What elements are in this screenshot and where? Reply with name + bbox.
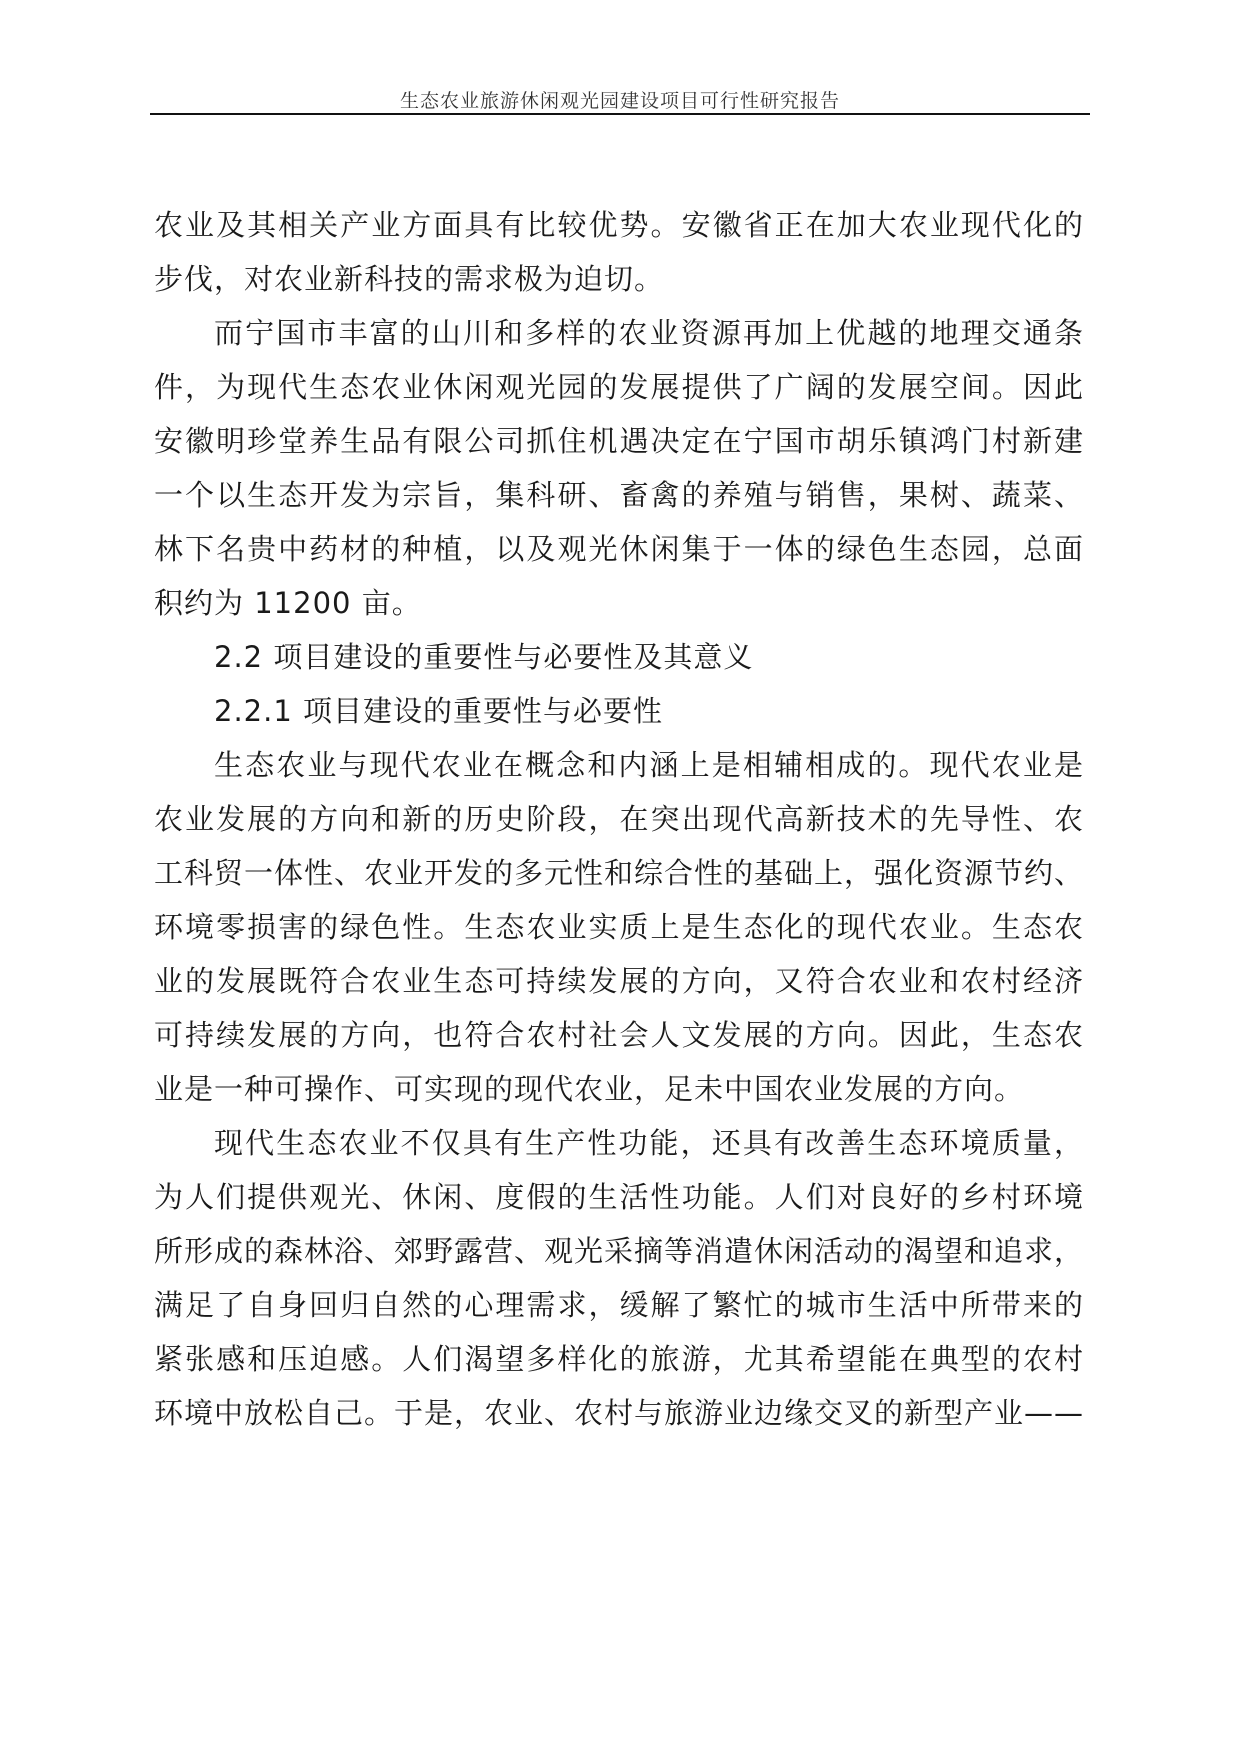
body-line: 农业及其相关产业方面具有比较优势。安徽省正在加大农业现代化的 <box>154 208 1084 242</box>
subsection-heading: 2.2.1 项目建设的重要性与必要性 <box>214 694 664 728</box>
body-line: 环境零损害的绿色性。生态农业实质上是生态化的现代农业。生态农 <box>154 910 1084 944</box>
body-line: 为人们提供观光、休闲、度假的生活性功能。人们对良好的乡村环境 <box>154 1180 1084 1214</box>
body-line: 现代生态农业不仅具有生产性功能，还具有改善生态环境质量， <box>214 1126 1084 1160</box>
body-line: 紧张感和压迫感。人们渴望多样化的旅游，尤其希望能在典型的农村 <box>154 1342 1084 1376</box>
body-line: 工科贸一体性、农业开发的多元性和综合性的基础上，强化资源节约、 <box>154 856 1085 890</box>
body-line: 可持续发展的方向，也符合农村社会人文发展的方向。因此，生态农 <box>154 1018 1084 1052</box>
header-rule <box>150 113 1090 115</box>
body-line: 环境中放松自己。于是，农业、农村与旅游业边缘交叉的新型产业—— <box>154 1396 1085 1430</box>
body-line: 满足了自身回归自然的心理需求，缓解了繁忙的城市生活中所带来的 <box>154 1288 1084 1322</box>
body-line: 安徽明珍堂养生品有限公司抓住机遇决定在宁国市胡乐镇鸿门村新建 <box>154 424 1084 458</box>
body-line: 生态农业与现代农业在概念和内涵上是相辅相成的。现代农业是 <box>214 748 1084 782</box>
body-line: 林下名贵中药材的种植，以及观光休闲集于一体的绿色生态园，总面 <box>154 532 1084 566</box>
body-line: 农业发展的方向和新的历史阶段，在突出现代高新技术的先导性、农 <box>154 802 1084 836</box>
body-line: 业是一种可操作、可实现的现代农业，足未中国农业发展的方向。 <box>154 1072 1025 1106</box>
body-line: 步伐，对农业新科技的需求极为迫切。 <box>154 262 665 296</box>
body-line: 业的发展既符合农业生态可持续发展的方向，又符合农业和农村经济 <box>154 964 1084 998</box>
body-line: 所形成的森林浴、郊野露营、观光采摘等消遣休闲活动的渴望和追求， <box>154 1234 1085 1268</box>
body-line: 积约为 11200 亩。 <box>154 586 422 620</box>
section-heading: 2.2 项目建设的重要性与必要性及其意义 <box>214 640 754 674</box>
body-line: 件，为现代生态农业休闲观光园的发展提供了广阔的发展空间。因此 <box>154 370 1084 404</box>
body-line: 而宁国市丰富的山川和多样的农业资源再加上优越的地理交通条 <box>214 316 1084 350</box>
header-title: 生态农业旅游休闲观光园建设项目可行性研究报告 <box>399 90 840 112</box>
body-line: 一个以生态开发为宗旨，集科研、畜禽的养殖与销售，果树、蔬菜、 <box>154 478 1084 512</box>
